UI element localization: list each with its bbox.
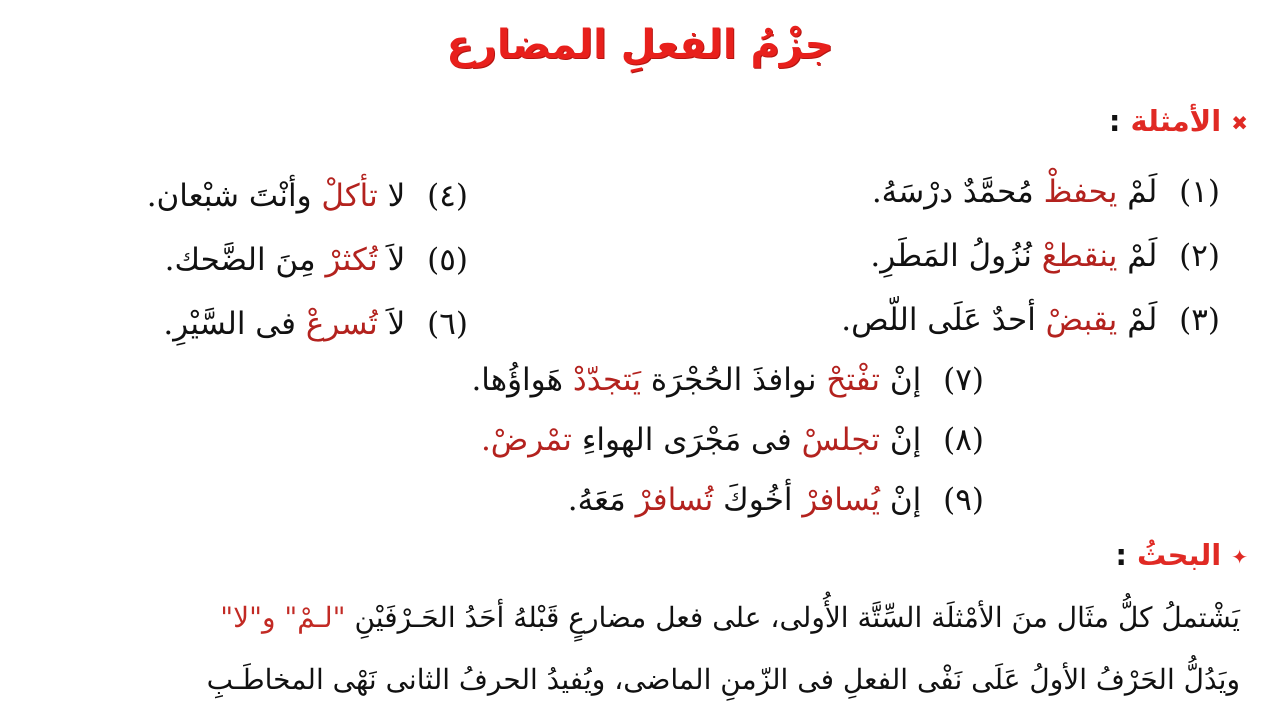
example-verb-second: تُسافرْ	[635, 482, 714, 518]
example-rest: مِنَ الضَّحك.	[164, 242, 316, 278]
paragraph-text: يَشْتملُ كلُّ مثَال منَ الأمْثلَة السِّتَّة الأُولى، على فعل مضارعٍ قَبْلهُ أحَدُ الحَـرْفَيْنِ	[354, 601, 1240, 634]
example-6	[163, 304, 468, 344]
example-8	[481, 420, 984, 460]
example-7	[471, 360, 984, 400]
example-number: (٥)	[427, 242, 468, 278]
example-number: (٧)	[943, 362, 984, 398]
example-number: (٦)	[427, 306, 468, 342]
example-particle: لا	[387, 178, 406, 214]
example-particle: إنْ	[889, 362, 922, 398]
examples-heading-colon: :	[1108, 104, 1121, 138]
example-verb: ينقطعْ	[1041, 238, 1118, 274]
example-number: (٣)	[1179, 302, 1220, 338]
example-5	[165, 240, 468, 280]
example-verb: تُكثرْ	[325, 242, 378, 278]
example-particle: لَمْ	[1127, 238, 1158, 274]
example-verb: تأكلْ	[321, 178, 378, 214]
examples-heading	[1109, 104, 1248, 138]
page-title: جزْمُ الفعلِ المضارع	[446, 22, 834, 68]
example-number: (١)	[1179, 174, 1220, 210]
example-rest: أخُوكَ	[723, 482, 793, 518]
example-2	[870, 236, 1220, 276]
example-rest: أحدٌ عَلَى اللّص.	[841, 302, 1036, 338]
example-particle: لَمْ	[1127, 174, 1158, 210]
example-verb: تجلسْ	[801, 422, 881, 458]
research-heading-label: البحثُ	[1136, 538, 1222, 572]
research-heading	[1115, 538, 1248, 572]
example-4	[147, 176, 468, 216]
example-number: (٩)	[943, 482, 984, 518]
example-3	[841, 300, 1220, 340]
example-rest: نُزُولُ المَطَرِ.	[870, 238, 1032, 274]
example-number: (٤)	[427, 178, 468, 214]
example-verb: يحفظْ	[1043, 174, 1118, 210]
research-paragraph-line-1	[220, 598, 1240, 638]
example-verb: تفْتحْ	[826, 362, 881, 398]
example-particle: إنْ	[889, 422, 922, 458]
example-rest-second: مَعَهُ.	[567, 482, 626, 518]
example-rest: فى مَجْرَى الهواءِ	[581, 422, 792, 458]
example-1	[872, 172, 1220, 212]
star-bullet-icon: ✖	[1231, 111, 1248, 135]
example-9	[568, 480, 984, 520]
example-particle: لَمْ	[1127, 302, 1158, 338]
example-particle: لاَ	[387, 242, 406, 278]
paragraph-quoted-particles: "لـمْ" و"لا"	[220, 601, 346, 634]
diamond-bullet-icon: ✦	[1231, 545, 1248, 569]
research-paragraph-line-2	[207, 660, 1240, 700]
research-heading-colon: :	[1115, 538, 1127, 572]
example-verb-second: يَتجدّدْ	[572, 362, 641, 398]
example-rest: فى السَّيْرِ.	[163, 306, 296, 342]
example-verb: تُسرعْ	[305, 306, 378, 342]
example-particle: إنْ	[889, 482, 922, 518]
example-rest: وأنْتَ شبْعان.	[146, 178, 312, 214]
example-rest: مُحمَّدٌ درْسَهُ.	[871, 174, 1034, 210]
example-rest-second: هَواؤُها.	[471, 362, 564, 398]
example-verb-second: تمْرضْ.	[480, 422, 572, 458]
paragraph-text: ويَدُلُّ الحَرْفُ الأولُ عَلَى نَفْى الفعلِ فى الزّمنِ الماضى، ويُفيدُ الحرفُ الثانى نَهْى المخاطَـبِ	[206, 663, 1240, 696]
examples-heading-label: الأمثلة	[1130, 104, 1222, 138]
example-verb: يُسافرْ	[802, 482, 881, 518]
example-particle: لاَ	[387, 306, 406, 342]
example-number: (٢)	[1179, 238, 1220, 274]
example-rest: نوافذَ الحُجْرَة	[650, 362, 817, 398]
example-verb: يقبضْ	[1045, 302, 1118, 338]
example-number: (٨)	[943, 422, 984, 458]
